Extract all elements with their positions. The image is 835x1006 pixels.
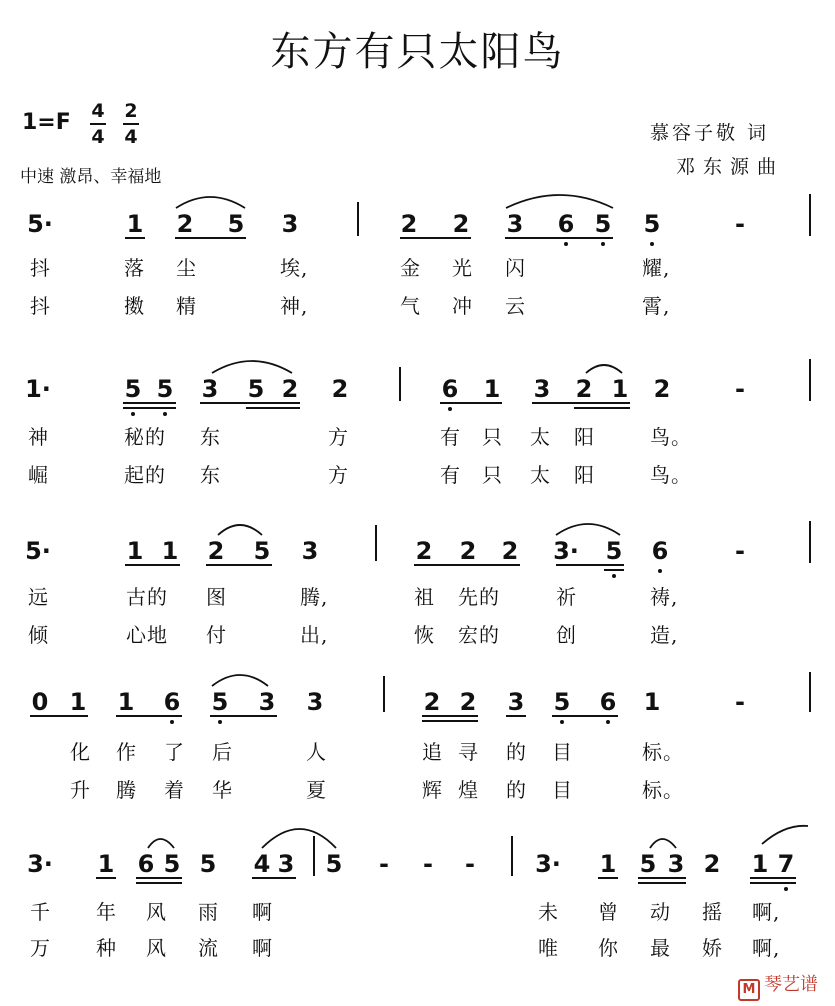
lyrics-verse-2	[0, 619, 835, 645]
lyric: 作	[116, 740, 137, 764]
lyrics-verse-1	[0, 252, 835, 278]
lyric: 神	[28, 425, 49, 449]
score-line-5	[0, 820, 835, 970]
lyric: 标。	[642, 740, 684, 764]
lyric: 升	[70, 778, 91, 802]
note: 7	[777, 850, 795, 878]
note: 6	[163, 688, 181, 716]
note: 1	[97, 850, 115, 878]
note: -	[465, 850, 475, 878]
note: 3	[301, 537, 319, 565]
lyric: 雨	[198, 900, 219, 924]
lyric: 万	[30, 936, 51, 960]
lyric: 腾,	[300, 585, 329, 609]
octave-dot	[218, 720, 222, 724]
note: 2	[281, 375, 299, 403]
score-line-3	[0, 515, 835, 665]
slur	[148, 839, 174, 848]
note: 2	[459, 537, 477, 565]
lyric: 祈	[556, 585, 577, 609]
slur	[762, 826, 808, 844]
lyric: 只	[482, 425, 503, 449]
note: 5	[553, 688, 571, 716]
note: 1	[599, 850, 617, 878]
note: -	[735, 537, 745, 565]
lyrics-verse-2	[0, 459, 835, 485]
lyric: 辉	[422, 778, 443, 802]
lyric: 倾	[28, 623, 49, 647]
time-signature-top: 4	[91, 100, 105, 122]
note: 5	[211, 688, 229, 716]
note: 5·	[27, 210, 53, 238]
note: 3	[667, 850, 685, 878]
lyric: 光	[452, 256, 473, 280]
lyric: 夏	[306, 778, 327, 802]
slur	[212, 361, 292, 373]
lyric: 太	[530, 425, 551, 449]
lyric: 摇	[702, 900, 723, 924]
lyric: 唯	[538, 936, 559, 960]
lyric: 太	[530, 463, 551, 487]
time-signature-2	[121, 100, 141, 148]
lyric: 腾	[116, 778, 137, 802]
lyrics-verse-1	[0, 896, 835, 922]
lyric: 霄,	[642, 294, 671, 318]
logo-mark-icon: M	[738, 979, 760, 1001]
note: 5	[605, 537, 623, 565]
note: 2	[176, 210, 194, 238]
slur	[262, 829, 336, 848]
lyric: 人	[306, 740, 327, 764]
lyrics-verse-2	[0, 774, 835, 800]
note: 3·	[535, 850, 561, 878]
note: 3	[533, 375, 551, 403]
lyric: 鸟。	[650, 425, 692, 449]
note: 5	[163, 850, 181, 878]
lyric: 祷,	[650, 585, 679, 609]
lyric: 化	[70, 740, 91, 764]
lyric: 千	[30, 900, 51, 924]
note: 3	[258, 688, 276, 716]
lyric: 精	[176, 294, 197, 318]
note: 6	[651, 537, 669, 565]
lyric: 只	[482, 463, 503, 487]
logo-text: 琴艺谱	[764, 974, 818, 995]
octave-dot	[163, 412, 167, 416]
note: 2	[452, 210, 470, 238]
lyric: 寻	[458, 740, 479, 764]
score-line-4	[0, 668, 835, 818]
lyric: 抖	[30, 294, 51, 318]
lyric: 起的	[124, 463, 166, 487]
note: 3	[506, 210, 524, 238]
lyric: 最	[650, 936, 671, 960]
lyric: 有	[440, 425, 461, 449]
octave-dot	[560, 720, 564, 724]
lyric: 恢	[414, 623, 435, 647]
lyrics-verse-2	[0, 932, 835, 958]
composer-credit: 邓东源曲	[676, 156, 785, 178]
octave-dot	[564, 242, 568, 246]
lyric: 宏的	[458, 623, 500, 647]
lyric: 埃,	[280, 256, 309, 280]
lyric: 目	[552, 778, 573, 802]
note: 5	[247, 375, 265, 403]
note: 5	[253, 537, 271, 565]
lyrics-verse-2	[0, 290, 835, 316]
octave-dot	[606, 720, 610, 724]
slur	[212, 675, 268, 686]
lyric: 创	[556, 623, 577, 647]
lyric: 煌	[458, 778, 479, 802]
lyric: 有	[440, 463, 461, 487]
lyric: 种	[96, 936, 117, 960]
note: 1·	[25, 375, 51, 403]
note: -	[735, 210, 745, 238]
lyric: 目	[552, 740, 573, 764]
note: 2	[653, 375, 671, 403]
lyric: 动	[650, 900, 671, 924]
lyric: 先的	[458, 585, 500, 609]
note: 6	[137, 850, 155, 878]
note: -	[735, 375, 745, 403]
lyric: 华	[212, 778, 233, 802]
lyric: 祖	[414, 585, 435, 609]
lyric: 心地	[126, 623, 168, 647]
note: 3	[306, 688, 324, 716]
octave-dot	[448, 407, 452, 411]
note: 2	[400, 210, 418, 238]
note: 2	[575, 375, 593, 403]
note: -	[379, 850, 389, 878]
lyric: 追	[422, 740, 443, 764]
note: 1	[483, 375, 501, 403]
note: 6	[599, 688, 617, 716]
octave-dot	[601, 242, 605, 246]
lyric: 抖	[30, 256, 51, 280]
site-logo[interactable]	[738, 970, 818, 1001]
note: 2	[459, 688, 477, 716]
note: 3	[277, 850, 295, 878]
note: 5	[227, 210, 245, 238]
note: 5	[639, 850, 657, 878]
lyric: 鸟。	[650, 463, 692, 487]
note: 6	[557, 210, 575, 238]
lyric: 的	[506, 778, 527, 802]
note: 1	[126, 537, 144, 565]
lyric: 年	[96, 900, 117, 924]
lyric: 图	[206, 585, 227, 609]
note: 3·	[27, 850, 53, 878]
note: 5	[325, 850, 343, 878]
lyric: 啊,	[752, 936, 781, 960]
note: 2	[331, 375, 349, 403]
note: 5	[199, 850, 217, 878]
slur	[556, 524, 620, 535]
lyric: 后	[212, 740, 233, 764]
note: 3	[201, 375, 219, 403]
lyric: 金	[400, 256, 421, 280]
lyric: 远	[28, 585, 49, 609]
octave-dot	[131, 412, 135, 416]
lyric: 东	[200, 463, 221, 487]
key-signature: 1=F	[22, 110, 71, 135]
note: 2	[703, 850, 721, 878]
lyric: 啊	[252, 936, 273, 960]
lyric: 未	[538, 900, 559, 924]
lyric: 阳	[574, 425, 595, 449]
lyric: 尘	[176, 256, 197, 280]
lyric: 耀,	[642, 256, 671, 280]
lyric: 了	[164, 740, 185, 764]
lyric: 风	[146, 900, 167, 924]
note: 3	[281, 210, 299, 238]
octave-dot	[170, 720, 174, 724]
note: 5	[124, 375, 142, 403]
lyric: 着	[164, 778, 185, 802]
note: 5	[643, 210, 661, 238]
time-signature-bottom: 4	[91, 126, 105, 148]
lyric: 方	[328, 463, 349, 487]
note: 2	[207, 537, 225, 565]
lyric: 神,	[280, 294, 309, 318]
note: 1	[161, 537, 179, 565]
lyric: 落	[124, 256, 145, 280]
note: 2	[415, 537, 433, 565]
tempo-marking: 中速 激昂、幸福地	[20, 167, 162, 187]
lyric: 啊,	[752, 900, 781, 924]
note: 2	[501, 537, 519, 565]
lyric: 闪	[505, 256, 526, 280]
time-signature-1	[88, 100, 108, 148]
lyrics-verse-1	[0, 421, 835, 447]
note: 0	[31, 688, 49, 716]
lyric: 阳	[574, 463, 595, 487]
lyric: 曾	[598, 900, 619, 924]
note: 1	[69, 688, 87, 716]
lyric: 你	[598, 936, 619, 960]
lyric: 出,	[300, 623, 329, 647]
note: 3·	[553, 537, 579, 565]
lyric: 流	[198, 936, 219, 960]
note: 4	[253, 850, 271, 878]
lyric: 云	[505, 294, 526, 318]
octave-dot	[612, 574, 616, 578]
score-line-2	[0, 355, 835, 505]
lyric: 秘的	[124, 425, 166, 449]
time-signature-top: 2	[124, 100, 138, 122]
note: 3	[507, 688, 525, 716]
note: 1	[751, 850, 769, 878]
slur	[586, 365, 622, 373]
note: -	[423, 850, 433, 878]
note: 6	[441, 375, 459, 403]
note: 5	[156, 375, 174, 403]
note: 5·	[25, 537, 51, 565]
slur	[176, 197, 245, 208]
lyric: 造,	[650, 623, 679, 647]
lyric: 风	[146, 936, 167, 960]
time-signature-bottom: 4	[124, 126, 138, 148]
lyric: 的	[506, 740, 527, 764]
note: 1	[117, 688, 135, 716]
note: 2	[423, 688, 441, 716]
lyrics-verse-1	[0, 736, 835, 762]
lyric: 啊	[252, 900, 273, 924]
lyric: 东	[200, 425, 221, 449]
slur	[218, 525, 262, 535]
lyric: 标。	[642, 778, 684, 802]
lyric: 擞	[124, 294, 145, 318]
note: 1	[643, 688, 661, 716]
lyric: 古的	[126, 585, 168, 609]
lyric: 方	[328, 425, 349, 449]
notation-line-5	[0, 820, 835, 900]
note: -	[735, 688, 745, 716]
slur	[650, 839, 676, 848]
lyric: 娇	[702, 936, 723, 960]
note: 1	[611, 375, 629, 403]
note: 1	[126, 210, 144, 238]
slur	[506, 195, 613, 208]
song-title: 东方有只太阳鸟	[270, 29, 565, 75]
score-line-1	[0, 190, 835, 340]
lyric: 崛	[28, 463, 49, 487]
lyric: 冲	[452, 294, 473, 318]
octave-dot	[784, 887, 788, 891]
octave-dot	[658, 569, 662, 573]
lyrics-verse-1	[0, 581, 835, 607]
note: 5	[594, 210, 612, 238]
lyricist-credit: 慕容子敬 词	[650, 122, 770, 144]
lyric: 气	[400, 294, 421, 318]
lyric: 付	[206, 623, 227, 647]
octave-dot	[650, 242, 654, 246]
